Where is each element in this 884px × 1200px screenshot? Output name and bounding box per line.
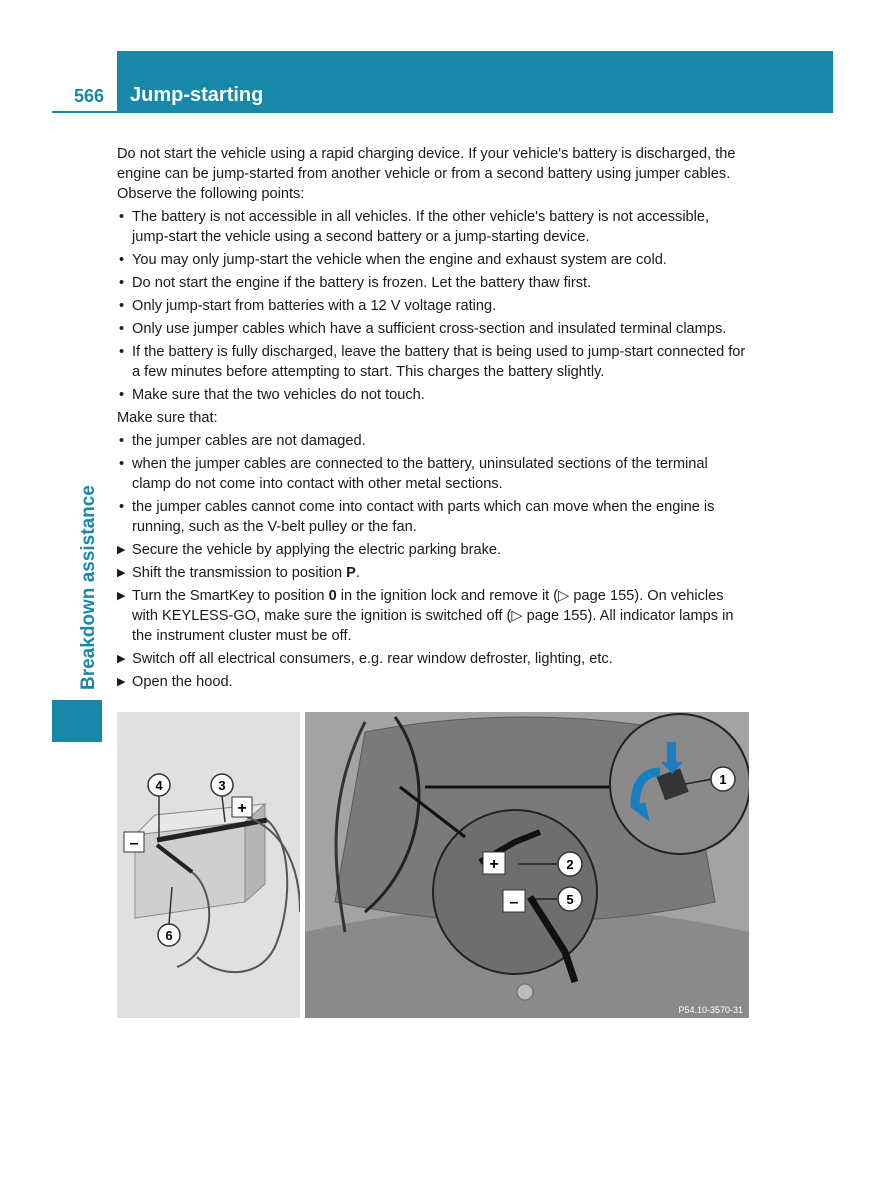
bullet-icon: •	[119, 321, 125, 337]
list-item: • Make sure that the two vehicles do not touch.	[119, 387, 425, 403]
svg-text:3: 3	[218, 778, 226, 793]
figure-code: P54.10-3570-31	[678, 1005, 743, 1015]
step-arrow-icon: ▶	[117, 567, 126, 579]
list-item: • the jumper cables are not damaged.	[119, 433, 366, 449]
side-tab	[52, 700, 102, 742]
bullet-icon: •	[119, 298, 125, 314]
bullet-icon: •	[119, 275, 125, 291]
svg-text:1: 1	[719, 772, 727, 787]
bullet-icon: •	[119, 387, 125, 403]
step-arrow-icon: ▶	[117, 544, 126, 556]
step-arrow-icon: ▶	[117, 653, 126, 665]
intro-paragraph: Do not start the vehicle using a rapid charging device. If your vehicle's battery is discharged, the engine can be jump-started from another vehicle or from a second battery using jumper cables. Observe the following points:	[117, 146, 736, 202]
list-item: • If the battery is fully discharged, leave the battery that is being used to jump-start connected for a few minutes before attempting to start. This charges the battery slightly.	[119, 344, 746, 380]
zoom-circle-ground	[610, 714, 749, 854]
list-item: • You may only jump-start the vehicle when the engine and exhaust system are cold.	[119, 252, 667, 268]
step-item: ▶ Secure the vehicle by applying the electric parking brake.	[117, 542, 502, 558]
battery-panel	[117, 712, 300, 1018]
page-number: 566	[74, 86, 105, 106]
down-arrow-icon	[667, 742, 676, 764]
step-item: ▶ Open the hood.	[117, 674, 233, 690]
svg-text:5: 5	[566, 892, 574, 907]
list-item: • Do not start the engine if the battery is frozen. Let the battery thaw first.	[119, 275, 592, 291]
bullet-icon: •	[119, 499, 125, 515]
list-item: • the jumper cables cannot come into contact with parts which can move when the engine is running, such as the V-belt pulley or the fan.	[119, 499, 715, 535]
svg-text:+: +	[489, 856, 499, 873]
list-item: • Only jump-start from batteries with a 12 V voltage rating.	[119, 298, 497, 314]
jump-start-illustration	[117, 712, 749, 1018]
engine-bay-panel	[305, 712, 749, 1018]
header-rule	[52, 111, 833, 113]
svg-text:4: 4	[155, 778, 163, 793]
bullet-icon: •	[119, 209, 125, 225]
step-arrow-icon: ▶	[117, 676, 126, 688]
svg-text:–: –	[509, 894, 519, 911]
bullet-icon: •	[119, 456, 125, 472]
bullet-icon: •	[119, 252, 125, 268]
page-title: Jump-starting	[130, 84, 264, 106]
engine-bay-drawing	[305, 712, 749, 1018]
svg-text:+: +	[237, 800, 247, 817]
make-sure-heading: Make sure that:	[117, 410, 218, 426]
svg-text:–: –	[129, 835, 139, 852]
header-divider	[117, 51, 119, 112]
main-content	[117, 144, 749, 695]
svg-text:2: 2	[566, 857, 574, 872]
step-arrow-icon: ▶	[117, 590, 126, 602]
bullet-icon: •	[119, 344, 125, 360]
plus-terminal-label	[232, 797, 252, 817]
bullet-icon: •	[119, 433, 125, 449]
list-item: • Only use jumper cables which have a sufficient cross-section and insulated terminal clamps.	[119, 321, 727, 337]
step-item: ▶ Shift the transmission to position P.	[117, 565, 360, 581]
list-item: • when the jumper cables are connected to the battery, uninsulated sections of the terminal clamp do not come into contact with other metal sections.	[119, 456, 708, 492]
minus-terminal-label	[124, 832, 144, 852]
list-item: • The battery is not accessible in all vehicles. If the other vehicle's battery is not accessible, jump-start the vehicle using a second battery or a jump-starting device.	[119, 209, 710, 245]
svg-text:6: 6	[165, 928, 173, 943]
step-item: ▶ Turn the SmartKey to position 0 in the ignition lock and remove it (▷ page 155). On vehicles with KEYLESS-GO, make sure the ignition is switched off (▷ page 155). All indicator lamps in the instrument cluster must be off.	[117, 588, 734, 644]
step-item: ▶ Switch off all electrical consumers, e.g. rear window defroster, lighting, etc.	[117, 651, 613, 667]
battery-drawing	[117, 712, 300, 1018]
side-tab-label: Breakdown assistance	[78, 485, 99, 690]
